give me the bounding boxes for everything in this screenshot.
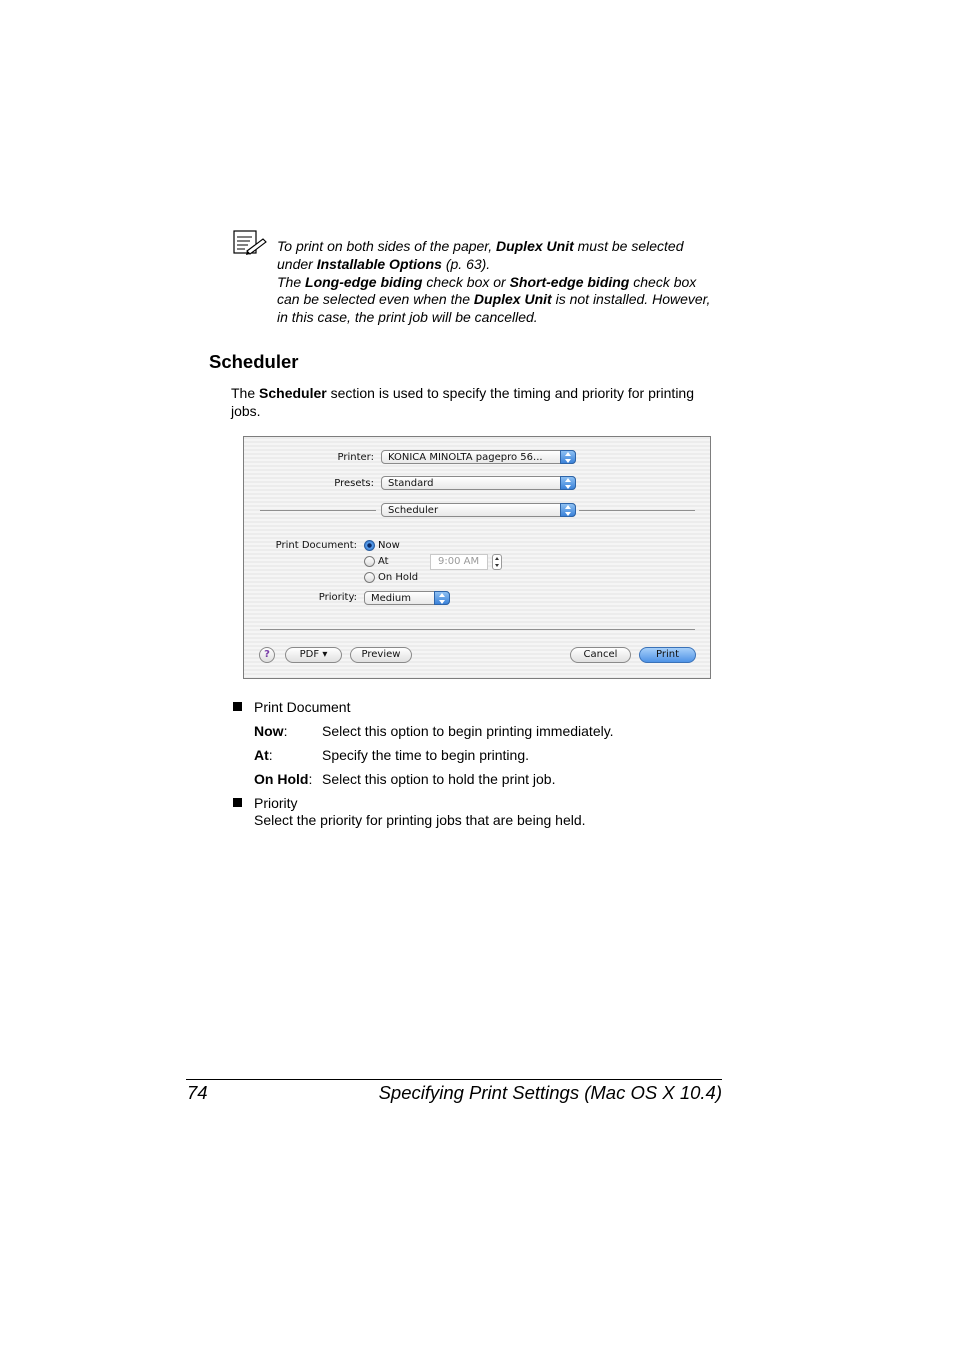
popup-arrows-icon	[560, 476, 576, 490]
stepper-arrows-icon	[493, 555, 501, 569]
bullet-icon	[233, 798, 242, 807]
panel-popup[interactable]: Scheduler	[381, 503, 576, 517]
at-term: At:	[254, 747, 273, 763]
bullet-icon	[233, 702, 242, 711]
printer-popup[interactable]: KONICA MINOLTA pagepro 56...	[381, 450, 576, 464]
preview-button[interactable]: Preview	[350, 647, 412, 663]
popup-arrows-icon	[434, 591, 450, 605]
cancel-button[interactable]: Cancel	[570, 647, 631, 663]
now-description: Select this option to begin printing immediately.	[322, 723, 614, 739]
radio-on-hold[interactable]	[364, 572, 375, 583]
footer-rule	[186, 1079, 722, 1080]
print-document-item: Print Document	[254, 699, 351, 715]
presets-label: Presets:	[334, 478, 374, 489]
now-term: Now:	[254, 723, 288, 739]
print-document-label: Print Document:	[275, 540, 357, 551]
radio-at[interactable]	[364, 556, 375, 567]
presets-popup[interactable]: Standard	[381, 476, 576, 490]
print-dialog	[243, 436, 711, 679]
print-button[interactable]: Print	[639, 647, 696, 663]
time-field[interactable]: 9:00 AM	[430, 554, 488, 570]
divider	[260, 510, 376, 511]
popup-arrows-icon	[560, 503, 576, 517]
priority-label: Priority:	[318, 592, 357, 603]
radio-now[interactable]	[364, 540, 375, 551]
time-stepper[interactable]	[492, 554, 502, 570]
on-hold-description: Select this option to hold the print job.	[322, 771, 556, 787]
divider	[260, 629, 695, 630]
help-button[interactable]: ?	[259, 647, 275, 663]
on-hold-term: On Hold:	[254, 771, 313, 787]
pdf-button[interactable]: PDF ▾	[285, 647, 342, 663]
note-icon	[233, 230, 269, 256]
radio-now-label: Now	[378, 540, 400, 551]
radio-at-label: At	[378, 556, 389, 567]
at-description: Specify the time to begin printing.	[322, 747, 530, 763]
printer-label: Printer:	[337, 452, 374, 463]
intro-paragraph: The Scheduler section is used to specify the timing and priority for printing jobs.	[231, 385, 695, 419]
page-number: 74	[187, 1082, 208, 1103]
priority-popup[interactable]: Medium	[364, 591, 450, 605]
popup-arrows-icon	[560, 450, 576, 464]
priority-description: Select the priority for printing jobs that are being held.	[254, 812, 586, 828]
note-text: To print on both sides of the paper, Duplex Unit must be selected under Installable Options (p. 63). The Long-edge biding check box or Short-edge biding check box can be selected even when the Duplex Unit is not installed. However, in this case, the print job will be cancelled.	[277, 238, 711, 326]
divider	[579, 510, 695, 511]
footer-title: Specifying Print Settings (Mac OS X 10.4)	[378, 1082, 722, 1103]
section-heading: Scheduler	[209, 351, 299, 372]
radio-on-hold-label: On Hold	[378, 572, 419, 583]
priority-item: Priority	[254, 795, 298, 811]
